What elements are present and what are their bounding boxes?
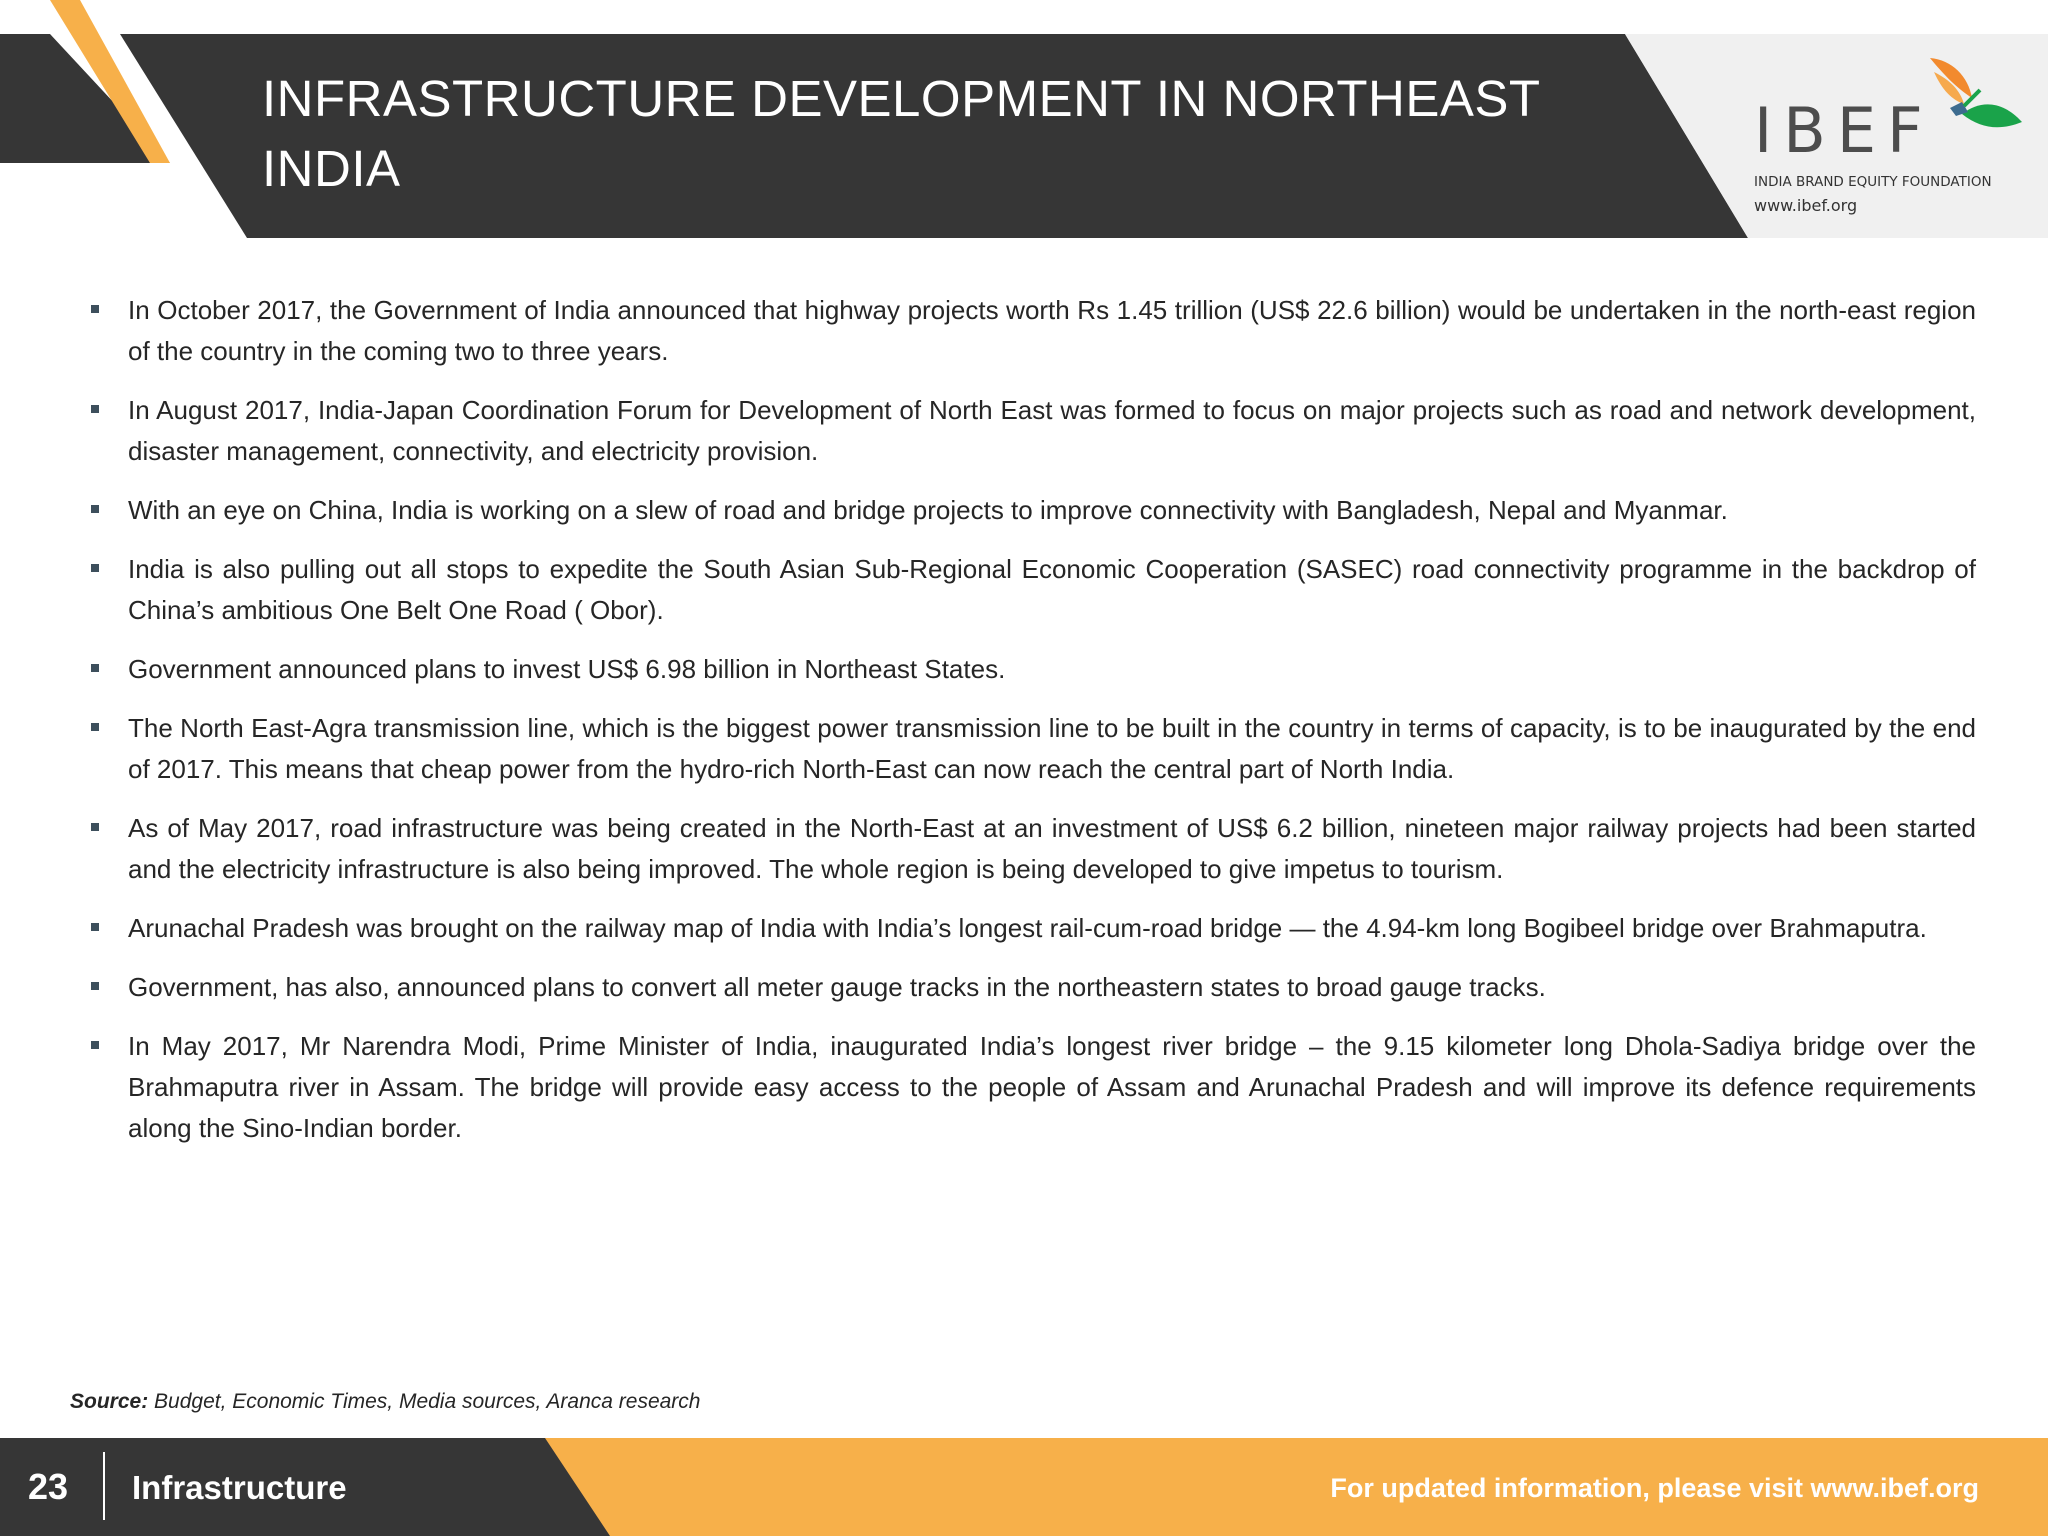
bullet-item — [90, 708, 1976, 790]
bullet-text: The North East-Agra transmission line, which is the biggest power transmission line to be built in the country in terms of capacity, is to be inaugurated by the end of 2017. This means that cheap power from the hydro-rich North-East can now reach the central part of North India. — [128, 713, 1976, 784]
bullet-text: Government, has also, announced plans to convert all meter gauge tracks in the northeastern states to broad gauge tracks. — [128, 972, 1546, 1002]
page-number: 23 — [28, 1466, 69, 1507]
bullet-marker-icon — [91, 823, 99, 831]
logo-url: www.ibef.org — [1754, 196, 1858, 215]
bullet-text: India is also pulling out all stops to expedite the South Asian Sub-Regional Economic Cooperation (SASEC) road connectivity programme in the backdrop of China’s ambitious One Belt One Road ( Obor). — [128, 554, 1976, 625]
bullet-item — [90, 1026, 1976, 1149]
bullet-text: In May 2017, Mr Narendra Modi, Prime Minister of India, inaugurated India’s longest river bridge – the 9.15 kilometer long Dhola-Sadiya bridge over the Brahmaputra river in Assam. The bridge will provide easy access to the people of Assam and Arunachal Pradesh and will improve its defence requirements along the Sino-Indian border. — [128, 1031, 1976, 1143]
source-label: Source: — [70, 1390, 149, 1413]
bullet-marker-icon — [91, 1041, 99, 1049]
bullet-marker-icon — [91, 505, 99, 513]
bullet-item — [90, 967, 1976, 1008]
bullet-marker-icon — [91, 982, 99, 990]
updated-info-link[interactable]: For updated information, please visit www.ibef.org — [1330, 1473, 1979, 1503]
bullet-marker-icon — [91, 664, 99, 672]
footer-divider — [103, 1452, 105, 1520]
logo-wordmark: IBEF — [1754, 94, 1934, 167]
bullet-marker-icon — [91, 923, 99, 931]
bullet-item — [90, 649, 1976, 690]
page-title: INFRASTRUCTURE DEVELOPMENT IN NORTHEAST INDIA — [262, 70, 1540, 197]
bullet-text: In August 2017, India-Japan Coordination Forum for Development of North East was formed to focus on major projects such as road and network development, disaster management, connectivity, and electricity provision. — [128, 395, 1976, 466]
bullet-item — [90, 908, 1976, 949]
bullet-list — [90, 290, 1976, 1167]
bullet-item — [90, 390, 1976, 472]
bullet-text: Arunachal Pradesh was brought on the railway map of India with India’s longest rail-cum-road bridge — the 4.94-km long Bogibeel bridge over Brahmaputra. — [128, 913, 1927, 943]
bullet-marker-icon — [91, 405, 99, 413]
bullet-text: Government announced plans to invest US$ 6.98 billion in Northeast States. — [128, 654, 1006, 684]
bullet-item — [90, 490, 1976, 531]
bullet-marker-icon — [91, 723, 99, 731]
bullet-item — [90, 290, 1976, 372]
bullet-text: With an eye on China, India is working on a slew of road and bridge projects to improve connectivity with Bangladesh, Nepal and Myanmar. — [128, 495, 1728, 525]
source-note — [70, 1390, 700, 1414]
ibef-logo — [1740, 50, 2030, 230]
bullet-item — [90, 808, 1976, 890]
logo-tagline: INDIA BRAND EQUITY FOUNDATION — [1754, 174, 1992, 190]
section-name: Infrastructure — [132, 1469, 347, 1506]
bullet-text: In October 2017, the Government of India announced that highway projects worth Rs 1.45 trillion (US$ 22.6 billion) would be undertaken in the north-east region of the country in the coming two to three years. — [128, 295, 1976, 366]
bullet-marker-icon — [91, 305, 99, 313]
bullet-item — [90, 549, 1976, 631]
source-text: Budget, Economic Times, Media sources, Aranca research — [154, 1390, 701, 1413]
bullet-text: As of May 2017, road infrastructure was being created in the North-East at an investment of US$ 6.2 billion, nineteen major railway projects had been started and the electricity infrastructure is also being improved. The whole region is being developed to give impetus to tourism. — [128, 813, 1976, 884]
bullet-marker-icon — [91, 564, 99, 572]
